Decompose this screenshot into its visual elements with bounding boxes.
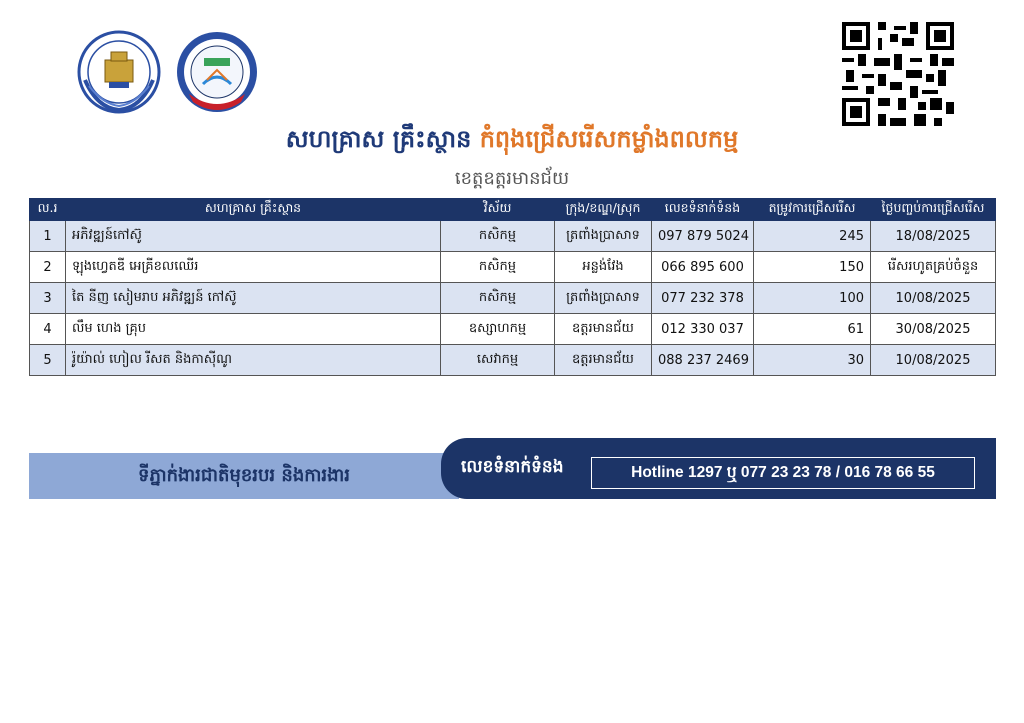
cell-enterprise: រ៉ូយ៉ាល់ ហៀល រីសត និងកាស៊ីណូ [66, 345, 441, 376]
table-row [30, 221, 996, 252]
ministry-seal-icon [77, 30, 161, 114]
cell-district: ត្រពាំងប្រាសាទ [555, 283, 652, 314]
column-header-phone: លេខទំនាក់ទំនង [652, 199, 754, 221]
contact-label: លេខទំនាក់ទំនង [461, 457, 564, 477]
table-row [30, 283, 996, 314]
table-row [30, 345, 996, 376]
qr-code-icon [842, 22, 954, 126]
cell-sector: ឧស្សាហកម្ម [441, 314, 555, 345]
cell-sector: កសិកម្ម [441, 283, 555, 314]
title-part-enterprises: សហគ្រាស គ្រឹះស្ថាន [285, 125, 472, 153]
agency-name-band [29, 453, 459, 499]
cell-required: 150 [754, 252, 871, 283]
cell-phone: 066 895 600 [652, 252, 754, 283]
column-header-enterprise: សហគ្រាស គ្រឹះស្ថាន [66, 199, 441, 221]
recruitment-table [29, 198, 996, 376]
cell-no: 4 [30, 314, 66, 345]
cell-enterprise: ឡុងហ្វេតឌី អេគ្រីខលឈើរ [66, 252, 441, 283]
cell-required: 61 [754, 314, 871, 345]
column-header-sector: វិស័យ [441, 199, 555, 221]
cell-enterprise: អភិវឌ្ឍន៍កៅស៊ូ [66, 221, 441, 252]
cell-district: ឧត្តរមានជ័យ [555, 314, 652, 345]
province-subtitle: ខេត្តឧត្តរមានជ័យ [454, 168, 570, 189]
cell-required: 100 [754, 283, 871, 314]
cell-required: 245 [754, 221, 871, 252]
hotline-numbers: Hotline 1297 ឬ 077 23 23 78 / 016 78 66 55 [631, 463, 935, 481]
cell-no: 3 [30, 283, 66, 314]
cell-phone: 012 330 037 [652, 314, 754, 345]
cell-phone: 097 879 5024 [652, 221, 754, 252]
column-header-deadline: ថ្ងៃបញ្ចប់ការជ្រើសរើស [871, 199, 996, 221]
table-row [30, 314, 996, 345]
cell-deadline: រើសរហូតគ្រប់ចំនួន [871, 252, 996, 283]
hotline-box [591, 457, 975, 489]
cell-sector: កសិកម្ម [441, 252, 555, 283]
national-employment-agency-logo [175, 30, 259, 114]
table-row [30, 252, 996, 283]
cell-phone: 077 232 378 [652, 283, 754, 314]
cell-district: ឧត្តរមានជ័យ [555, 345, 652, 376]
cell-deadline: 10/08/2025 [871, 283, 996, 314]
column-header-district: ក្រុង/ខណ្ឌ/ស្រុក [555, 199, 652, 221]
table-header-row [30, 199, 996, 221]
cell-phone: 088 237 2469 [652, 345, 754, 376]
contact-band [441, 438, 996, 499]
cell-required: 30 [754, 345, 871, 376]
cell-deadline: 18/08/2025 [871, 221, 996, 252]
column-header-no: ល.រ [30, 199, 66, 221]
cell-enterprise: លឹម ហេង គ្រុប [66, 314, 441, 345]
cell-sector: កសិកម្ម [441, 221, 555, 252]
cell-deadline: 30/08/2025 [871, 314, 996, 345]
title-part-recruiting: កំពុងជ្រើសរើសកម្លាំងពលកម្ម [479, 125, 739, 153]
page-title [0, 124, 1024, 159]
cell-deadline: 10/08/2025 [871, 345, 996, 376]
cell-no: 5 [30, 345, 66, 376]
cell-no: 1 [30, 221, 66, 252]
cell-district: អន្លង់វែង [555, 252, 652, 283]
agency-name: ទីភ្នាក់ងារជាតិមុខរបរ និងការងារ [138, 464, 350, 486]
cell-sector: សេវាកម្ម [441, 345, 555, 376]
cell-no: 2 [30, 252, 66, 283]
cell-enterprise: តៃ នីញ សៀមរាប អភិវឌ្ឍន៍ កៅស៊ូ [66, 283, 441, 314]
column-header-required: តម្រូវការជ្រើសរើស [754, 199, 871, 221]
cell-district: ត្រពាំងប្រាសាទ [555, 221, 652, 252]
